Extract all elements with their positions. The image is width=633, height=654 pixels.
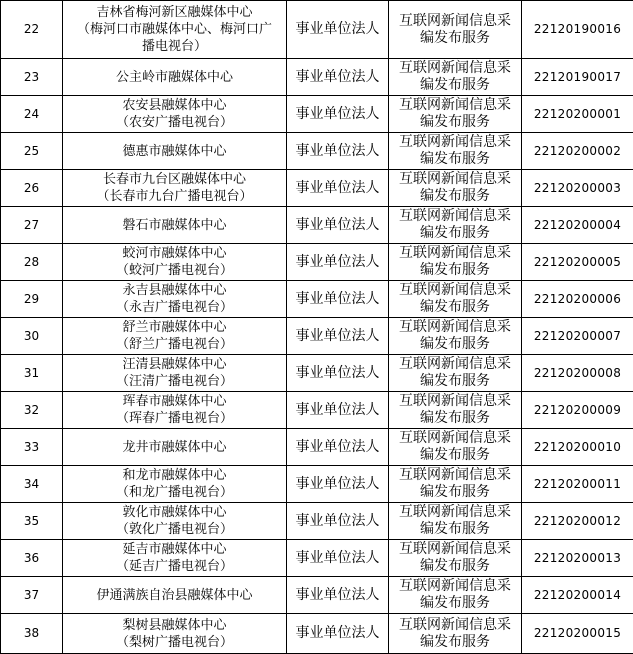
license-code-cell: 22120200015 [522,614,633,654]
organization-name-line: （永吉广播电视台） [65,299,284,316]
entity-type-cell: 事业单位法人 [287,281,389,318]
entity-type-cell: 事业单位法人 [287,503,389,540]
table-row [1,540,633,577]
organization-name-line: （舒兰广播电视台） [65,336,284,353]
row-number: 37 [1,577,63,614]
entity-type-cell: 事业单位法人 [287,392,389,429]
service-type-line: 互联网新闻信息采 [391,393,519,410]
entity-type-cell: 事业单位法人 [287,96,389,133]
organization-name-line: 延吉市融媒体中心 [65,541,284,558]
service-type-line: 编发布服务 [391,299,519,316]
service-type-cell [389,429,522,466]
organization-name-line: 梨树县融媒体中心 [65,617,284,634]
entity-type-cell: 事业单位法人 [287,170,389,207]
table-row [1,281,633,318]
row-number: 27 [1,207,63,244]
license-code-cell: 22120200005 [522,244,633,281]
service-type-cell [389,577,522,614]
organization-name-line: 德惠市融媒体中心 [65,143,284,160]
table-row [1,244,633,281]
organization-name-line: 汪清县融媒体中心 [65,356,284,373]
entity-type-cell: 事业单位法人 [287,577,389,614]
license-code-cell: 22120200004 [522,207,633,244]
service-type-cell [389,466,522,503]
organization-name-line: 长春市九台区融媒体中心 [65,171,284,188]
service-type-line: 互联网新闻信息采 [391,282,519,299]
organization-name-cell [63,503,287,540]
service-type-line: 互联网新闻信息采 [391,356,519,373]
table-row [1,133,633,170]
service-type-line: 编发布服务 [391,558,519,575]
entity-type-cell: 事业单位法人 [287,466,389,503]
organization-name-cell [63,281,287,318]
row-number: 25 [1,133,63,170]
entity-type-cell: 事业单位法人 [287,133,389,170]
license-code-cell: 22120200001 [522,96,633,133]
table-row [1,318,633,355]
service-type-cell [389,355,522,392]
entity-type-cell: 事业单位法人 [287,207,389,244]
organization-name-line: （蛟河广播电视台） [65,262,284,279]
organization-name-line: （梅河口市融媒体中心、梅河口广 [65,21,284,38]
service-type-line: 编发布服务 [391,634,519,651]
service-type-cell [389,392,522,429]
organization-name-cell [63,244,287,281]
table-row [1,59,633,96]
service-type-line: 编发布服务 [391,151,519,168]
organization-name-line: 伊通满族自治县融媒体中心 [65,587,284,604]
organization-name-cell [63,207,287,244]
organization-name-line: 公主岭市融媒体中心 [65,69,284,86]
service-type-line: 互联网新闻信息采 [391,541,519,558]
entity-type-cell: 事业单位法人 [287,429,389,466]
service-type-cell [389,318,522,355]
table-row [1,392,633,429]
entity-type-cell: 事业单位法人 [287,244,389,281]
row-number: 31 [1,355,63,392]
license-code-cell: 22120200012 [522,503,633,540]
organization-name-cell [63,59,287,96]
service-type-cell [389,207,522,244]
organization-name-line: 蛟河市融媒体中心 [65,245,284,262]
organization-name-line: （延吉广播电视台） [65,558,284,575]
organization-name-line: 龙井市融媒体中心 [65,439,284,456]
row-number: 22 [1,1,63,59]
row-number: 34 [1,466,63,503]
row-number: 26 [1,170,63,207]
organization-name-line: （汪清广播电视台） [65,373,284,390]
license-code-cell: 22120190017 [522,59,633,96]
table-row [1,1,633,59]
service-type-line: 编发布服务 [391,262,519,279]
entity-type-cell: 事业单位法人 [287,318,389,355]
row-number: 24 [1,96,63,133]
license-code-cell: 22120200009 [522,392,633,429]
entity-type-cell: 事业单位法人 [287,59,389,96]
entity-type-cell: 事业单位法人 [287,540,389,577]
organization-name-line: 敦化市融媒体中心 [65,504,284,521]
license-code-cell: 22120200013 [522,540,633,577]
row-number: 38 [1,614,63,654]
table-row [1,96,633,133]
license-code-cell: 22120200011 [522,466,633,503]
organization-name-line: 永吉县融媒体中心 [65,282,284,299]
row-number: 29 [1,281,63,318]
organization-name-cell [63,540,287,577]
organization-name-cell [63,466,287,503]
organization-name-cell [63,392,287,429]
service-type-cell [389,96,522,133]
table-row [1,614,633,654]
service-type-line: 互联网新闻信息采 [391,245,519,262]
service-type-line: 编发布服务 [391,188,519,205]
organization-name-line: （长春市九台广播电视台） [65,188,284,205]
organization-name-line: （农安广播电视台） [65,114,284,131]
license-code-cell: 22120200006 [522,281,633,318]
organization-name-cell [63,96,287,133]
service-type-line: 编发布服务 [391,373,519,390]
license-code-cell: 22120200002 [522,133,633,170]
service-type-line: 互联网新闻信息采 [391,60,519,77]
organization-name-cell [63,355,287,392]
organization-name-cell [63,614,287,654]
service-type-line: 编发布服务 [391,410,519,427]
service-type-line: 互联网新闻信息采 [391,504,519,521]
service-type-cell [389,540,522,577]
table-row [1,577,633,614]
service-type-line: 编发布服务 [391,484,519,501]
row-number: 28 [1,244,63,281]
entity-type-cell: 事业单位法人 [287,1,389,59]
license-code-cell: 22120200003 [522,170,633,207]
service-type-line: 编发布服务 [391,30,519,47]
table-row [1,207,633,244]
service-type-line: 编发布服务 [391,595,519,612]
license-code-cell: 22120200007 [522,318,633,355]
organization-name-line: 农安县融媒体中心 [65,97,284,114]
service-type-cell [389,133,522,170]
service-type-cell [389,1,522,59]
table-row [1,466,633,503]
service-type-line: 互联网新闻信息采 [391,430,519,447]
organization-name-cell [63,133,287,170]
organization-name-line: 播电视台） [65,38,284,55]
service-type-line: 互联网新闻信息采 [391,319,519,336]
service-type-line: 编发布服务 [391,77,519,94]
service-type-cell [389,503,522,540]
organization-name-cell [63,170,287,207]
license-code-cell: 22120200008 [522,355,633,392]
table-row [1,429,633,466]
organization-name-cell [63,429,287,466]
service-type-line: 编发布服务 [391,225,519,242]
organization-name-line: （梨树广播电视台） [65,634,284,651]
row-number: 33 [1,429,63,466]
service-type-line: 互联网新闻信息采 [391,208,519,225]
license-code-cell: 22120200014 [522,577,633,614]
service-type-line: 互联网新闻信息采 [391,467,519,484]
row-number: 36 [1,540,63,577]
service-type-cell [389,170,522,207]
row-number: 35 [1,503,63,540]
row-number: 23 [1,59,63,96]
service-type-line: 编发布服务 [391,521,519,538]
service-type-line: 互联网新闻信息采 [391,578,519,595]
organization-name-line: 吉林省梅河新区融媒体中心 [65,4,284,21]
row-number: 32 [1,392,63,429]
service-type-line: 编发布服务 [391,114,519,131]
table-row [1,355,633,392]
service-type-line: 互联网新闻信息采 [391,617,519,634]
service-type-line: 互联网新闻信息采 [391,134,519,151]
table-row [1,170,633,207]
table-body [1,1,633,654]
service-type-cell [389,614,522,654]
organization-name-line: （珲春广播电视台） [65,410,284,427]
service-type-line: 编发布服务 [391,447,519,464]
service-type-cell [389,244,522,281]
license-code-cell: 22120200010 [522,429,633,466]
service-type-line: 互联网新闻信息采 [391,171,519,188]
service-type-line: 编发布服务 [391,336,519,353]
organization-name-line: 磐石市融媒体中心 [65,217,284,234]
license-code-cell: 22120190016 [522,1,633,59]
organization-name-line: （敦化广播电视台） [65,521,284,538]
organization-name-line: 和龙市融媒体中心 [65,467,284,484]
organization-name-cell [63,318,287,355]
entity-type-cell: 事业单位法人 [287,614,389,654]
organization-name-line: （和龙广播电视台） [65,484,284,501]
organization-name-line: 珲春市融媒体中心 [65,393,284,410]
service-type-cell [389,281,522,318]
service-type-cell [389,59,522,96]
service-type-line: 互联网新闻信息采 [391,97,519,114]
organization-name-cell [63,1,287,59]
row-number: 30 [1,318,63,355]
service-type-line: 互联网新闻信息采 [391,13,519,30]
organization-name-cell [63,577,287,614]
entity-type-cell: 事业单位法人 [287,355,389,392]
table-row [1,503,633,540]
organization-name-line: 舒兰市融媒体中心 [65,319,284,336]
